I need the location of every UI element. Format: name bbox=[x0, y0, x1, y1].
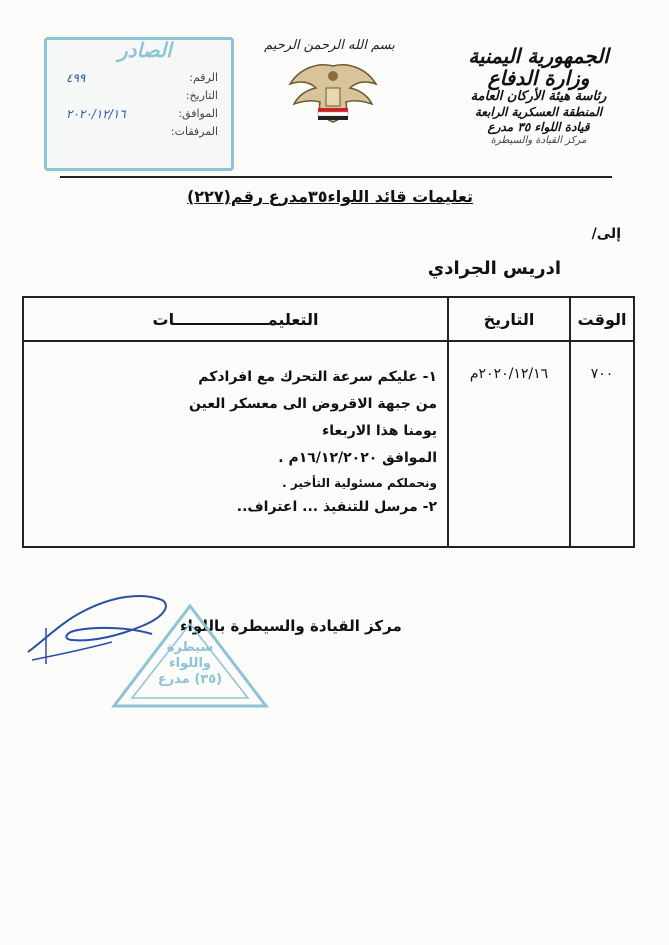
region-name: المنطقة العسكرية الرابعة bbox=[474, 105, 603, 119]
header-divider bbox=[60, 176, 612, 178]
attachments-label: المرفقات: bbox=[170, 125, 218, 138]
ministry-name: وزارة الدفاع bbox=[487, 66, 590, 90]
table-row bbox=[23, 341, 634, 547]
addressee: ادريس الجرادي bbox=[427, 258, 561, 279]
staff-name: رئاسة هيئة الأركان العامة bbox=[470, 89, 607, 104]
cell-time: ٧٠٠ bbox=[570, 341, 634, 547]
number-value: ٤٩٩ bbox=[66, 71, 86, 85]
instruction-line: يومنا هذا الاربعاء bbox=[322, 423, 437, 439]
instruction-line: ١- عليكم سرعة التحرك مع افرادكم bbox=[198, 369, 437, 385]
cell-date: ٢٠٢٠/١٢/١٦م bbox=[448, 341, 570, 547]
number-label: الرقم: bbox=[189, 71, 218, 84]
instruction-line: من جبهة الاقروض الى معسكر العين bbox=[189, 396, 437, 412]
document-title: تعليمات قائد اللواء٣٥مدرع رقم(٢٢٧) bbox=[186, 187, 474, 206]
date-label: التاريخ: bbox=[185, 89, 218, 102]
table-header-row bbox=[23, 297, 634, 341]
seal-line: سيطرة bbox=[166, 640, 214, 655]
corresponding-label: الموافق: bbox=[178, 107, 218, 120]
seal-line: واللواء bbox=[169, 656, 211, 671]
instruction-line-2: ٢- مرسل للتنفيذ ... اعتراف.. bbox=[236, 499, 437, 515]
cell-instructions bbox=[23, 341, 448, 547]
corresponding-value: ٢٠٢٠/١٢/١٦ bbox=[66, 107, 126, 121]
instructions-table bbox=[22, 296, 635, 548]
seal-line: (٣٥) مدرع bbox=[157, 672, 223, 687]
header-time: الوقت bbox=[570, 297, 634, 341]
basmala: بسم الله الرحمن الرحيم bbox=[264, 38, 395, 53]
eagle-emblem-icon bbox=[288, 58, 378, 128]
country-name: الجمهورية اليمنية bbox=[468, 44, 609, 68]
header-date: التاريخ bbox=[448, 297, 570, 341]
reference-block bbox=[66, 69, 218, 141]
signature-title: مركز القيادة والسيطرة باللواء bbox=[180, 617, 402, 635]
to-label: إلى/ bbox=[591, 226, 621, 242]
stamp-title: الصادر bbox=[118, 38, 172, 62]
instruction-line: الموافق ١٦/١٢/٢٠٢٠م . bbox=[278, 450, 437, 466]
brigade-name: قيادة اللواء ٣٥ مدرع bbox=[487, 120, 590, 134]
seal-text bbox=[150, 640, 230, 688]
instruction-note: ونحملكم مسئولية التأخير . bbox=[282, 476, 437, 490]
letterhead bbox=[466, 45, 611, 147]
center-name: مركز القيادة والسيطرة bbox=[490, 135, 587, 146]
header-instructions: التعليمـــــــــــــــــات bbox=[23, 297, 448, 341]
